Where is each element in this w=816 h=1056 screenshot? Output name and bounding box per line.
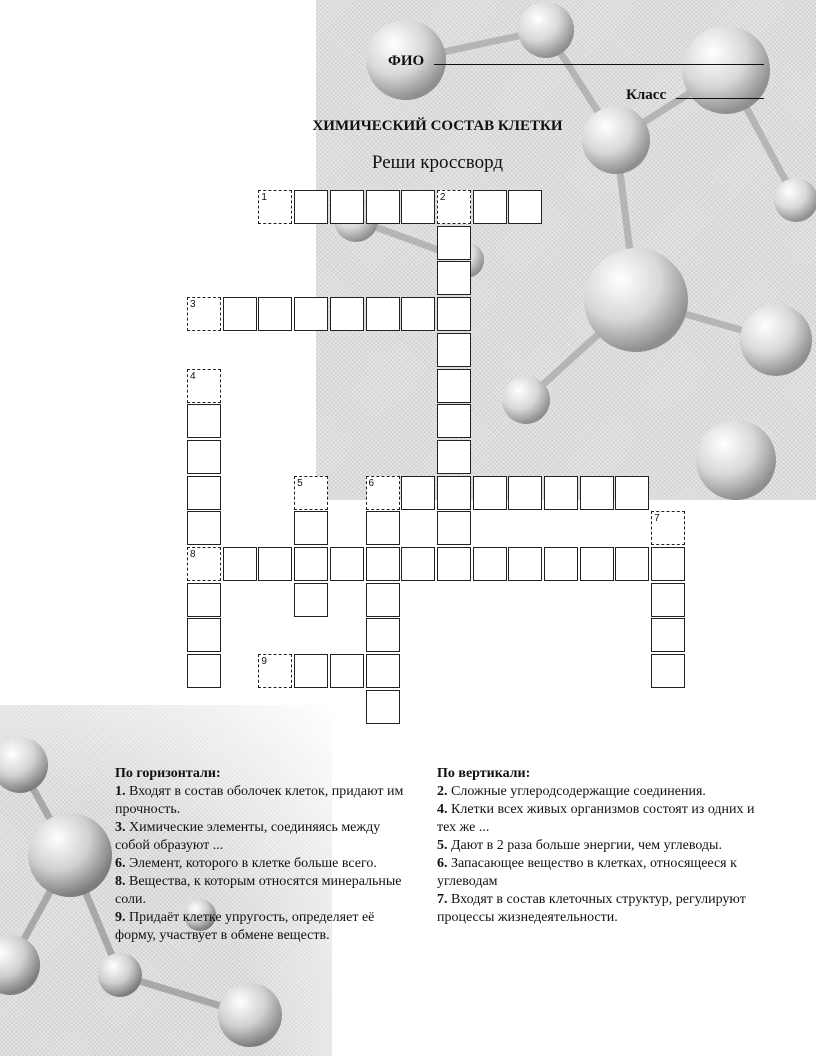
crossword-cell[interactable] xyxy=(401,476,435,510)
clue-text: Сложные углеродсодержащие соединения. xyxy=(451,784,706,799)
clue-across-3 xyxy=(115,819,405,855)
crossword-cell[interactable] xyxy=(544,476,578,510)
crossword-cell[interactable] xyxy=(508,547,542,581)
crossword-cell[interactable] xyxy=(651,547,685,581)
clue-number: 8. xyxy=(115,874,126,889)
crossword-cell[interactable] xyxy=(437,261,471,295)
crossword-cell[interactable] xyxy=(187,583,221,617)
crossword-cell[interactable] xyxy=(366,547,400,581)
crossword-cell[interactable] xyxy=(223,297,257,331)
crossword-cell[interactable] xyxy=(580,547,614,581)
class-field[interactable] xyxy=(676,84,764,99)
molecule-background-top-right xyxy=(316,0,816,500)
crossword-cell[interactable] xyxy=(366,297,400,331)
crossword-cell[interactable] xyxy=(651,654,685,688)
cell-number: 6 xyxy=(368,477,375,489)
crossword-cell[interactable] xyxy=(366,511,400,545)
clue-text: Элемент, которого в клетке больше всего. xyxy=(129,856,377,871)
crossword-cell[interactable] xyxy=(580,476,614,510)
crossword-cell[interactable] xyxy=(508,190,542,224)
crossword-cell[interactable] xyxy=(366,618,400,652)
crossword-cell[interactable] xyxy=(294,583,328,617)
molecule-illustration xyxy=(316,0,816,500)
page-subtitle: Реши кроссворд xyxy=(371,152,504,173)
cell-number: 9 xyxy=(261,656,267,668)
crossword-cell[interactable] xyxy=(473,190,507,224)
crossword-cell[interactable] xyxy=(294,476,328,510)
clue-text: Дают в 2 раза больше энергии, чем углеводы. xyxy=(451,838,722,853)
crossword-cell[interactable] xyxy=(294,547,328,581)
crossword-cell[interactable] xyxy=(437,369,471,403)
crossword-cell[interactable] xyxy=(330,547,364,581)
crossword-cell[interactable] xyxy=(366,583,400,617)
crossword-cell[interactable] xyxy=(294,511,328,545)
clues-across xyxy=(115,765,405,945)
crossword-cell[interactable] xyxy=(258,190,292,224)
crossword-cell[interactable] xyxy=(508,476,542,510)
clue-number: 9. xyxy=(115,910,126,925)
crossword-cell[interactable] xyxy=(473,547,507,581)
class-line xyxy=(626,84,764,104)
crossword-cell[interactable] xyxy=(437,297,471,331)
clue-across-8 xyxy=(115,873,405,909)
crossword-cell[interactable] xyxy=(258,654,292,688)
fio-label: ФИО xyxy=(388,53,425,69)
clue-number: 6. xyxy=(115,856,126,871)
clue-down-6 xyxy=(437,855,757,891)
crossword-cell[interactable] xyxy=(437,547,471,581)
crossword-cell[interactable] xyxy=(437,476,471,510)
crossword-cell[interactable] xyxy=(366,476,400,510)
crossword-cell[interactable] xyxy=(366,654,400,688)
crossword-cell[interactable] xyxy=(187,297,221,331)
clue-text: Входят в состав клеточных структур, регулируют процессы жизнедеятельности. xyxy=(437,892,746,925)
cell-number: 3 xyxy=(190,299,196,311)
crossword-cell[interactable] xyxy=(651,511,685,545)
crossword-cell[interactable] xyxy=(330,190,364,224)
clue-text: Химические элементы, соединяясь между собой образуют ... xyxy=(115,820,381,853)
clues-across-title: По горизонтали: xyxy=(115,766,221,781)
cell-number: 1 xyxy=(261,192,267,203)
clue-down-4 xyxy=(437,801,757,837)
crossword-cell[interactable] xyxy=(401,297,435,331)
clue-text: Придаёт клетке упругость, определяет её форму, участвует в обмене веществ. xyxy=(115,910,375,943)
clue-down-5 xyxy=(437,837,757,855)
page-title: ХИМИЧЕСКИЙ СОСТАВ КЛЕТКИ xyxy=(312,118,563,134)
crossword-cell[interactable] xyxy=(294,654,328,688)
clue-down-7 xyxy=(437,891,757,927)
crossword-cell[interactable] xyxy=(187,369,221,403)
crossword-cell[interactable] xyxy=(258,547,292,581)
crossword-cell[interactable] xyxy=(401,190,435,224)
crossword-cell[interactable] xyxy=(401,547,435,581)
crossword-cell[interactable] xyxy=(187,404,221,438)
crossword-cell[interactable] xyxy=(437,333,471,367)
crossword-cell[interactable] xyxy=(330,297,364,331)
clue-number: 3. xyxy=(115,820,126,835)
crossword-cell[interactable] xyxy=(437,440,471,474)
crossword-cell[interactable] xyxy=(258,297,292,331)
clue-across-6 xyxy=(115,855,405,873)
class-label: Класс xyxy=(626,87,667,103)
clue-number: 4. xyxy=(437,802,448,817)
crossword-cell[interactable] xyxy=(437,511,471,545)
crossword-cell[interactable] xyxy=(437,226,471,260)
crossword-cell[interactable] xyxy=(651,583,685,617)
crossword-cell[interactable] xyxy=(187,618,221,652)
cell-number: 5 xyxy=(297,477,303,489)
clue-text: Запасающее вещество в клетках, относящееся к углеводам xyxy=(437,856,737,889)
crossword-cell[interactable] xyxy=(187,654,221,688)
crossword-cell[interactable] xyxy=(651,618,685,652)
crossword-cell[interactable] xyxy=(187,511,221,545)
crossword-cell[interactable] xyxy=(366,190,400,224)
crossword-cell[interactable] xyxy=(544,547,578,581)
clue-down-2 xyxy=(437,783,757,801)
clue-number: 1. xyxy=(115,784,126,799)
crossword-cell[interactable] xyxy=(615,547,649,581)
fio-field[interactable] xyxy=(434,50,764,65)
cell-number: 8 xyxy=(190,549,196,560)
crossword-cell[interactable] xyxy=(437,190,471,224)
clue-number: 7. xyxy=(437,892,448,907)
crossword-cell[interactable] xyxy=(187,547,221,581)
crossword-cell[interactable] xyxy=(366,690,400,724)
crossword-cell[interactable] xyxy=(330,654,364,688)
crossword-cell[interactable] xyxy=(473,476,507,510)
crossword-cell[interactable] xyxy=(294,190,328,224)
clue-text: Вещества, к которым относятся минеральные соли. xyxy=(115,874,402,907)
crossword-cell[interactable] xyxy=(223,547,257,581)
crossword-cell[interactable] xyxy=(615,476,649,510)
clue-number: 6. xyxy=(437,856,448,871)
cell-number: 7 xyxy=(654,513,660,525)
crossword-cell[interactable] xyxy=(294,297,328,331)
clue-across-9 xyxy=(115,909,405,945)
crossword-cell[interactable] xyxy=(437,404,471,438)
clues-down-title: По вертикали: xyxy=(437,766,531,781)
crossword-cell[interactable] xyxy=(187,476,221,510)
clue-text: Клетки всех живых организмов состоят из одних и тех же ... xyxy=(437,802,755,835)
clue-across-1 xyxy=(115,783,405,819)
clue-number: 5. xyxy=(437,838,448,853)
clues-down xyxy=(437,765,757,927)
clue-text: Входят в состав оболочек клеток, придают им прочность. xyxy=(115,784,404,817)
cell-number: 4 xyxy=(190,370,196,382)
crossword-cell[interactable] xyxy=(187,440,221,474)
cell-number: 2 xyxy=(439,192,446,203)
fio-line xyxy=(388,50,764,70)
clue-number: 2. xyxy=(437,784,448,799)
